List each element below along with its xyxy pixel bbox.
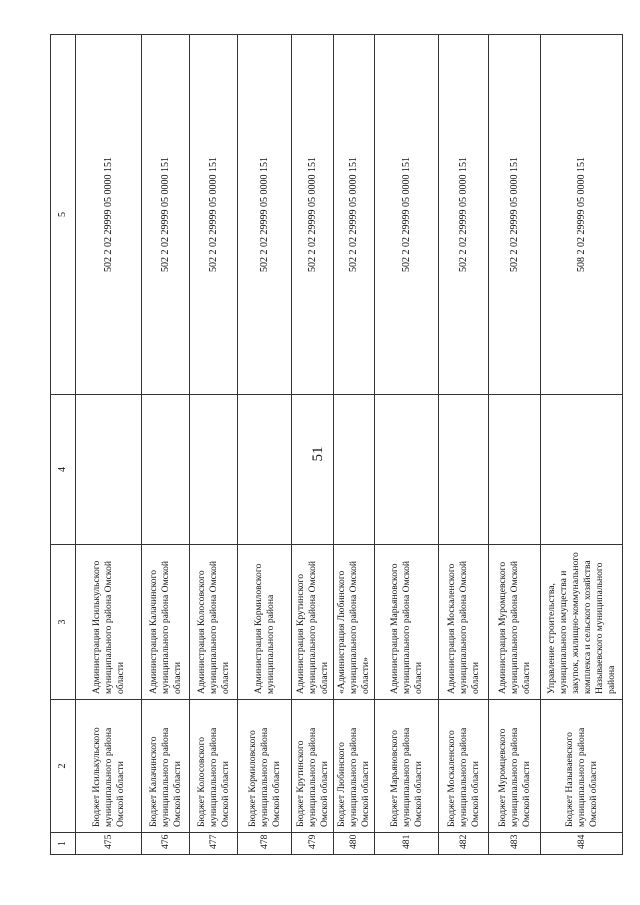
administrator-name: Администрация Исилькульского муниципального района Омской области: [76, 545, 142, 700]
revenue-code: 502 2 02 29999 05 0000 151: [375, 35, 439, 395]
table-row: [76, 35, 142, 855]
column-4-cell: [292, 395, 334, 545]
page-number: 51: [310, 446, 326, 462]
header-cell-4: 4: [51, 395, 76, 545]
budget-name: Бюджет Марьяновского муниципального района Омской области: [375, 700, 439, 833]
budget-name: Бюджет Москаленского муниципального района Омской области: [439, 700, 489, 833]
row-number: 479: [292, 833, 334, 855]
administrator-name: «Администрация Любинского муниципального района Омской области»: [334, 545, 375, 700]
header-cell-1: 1: [51, 833, 76, 855]
column-4-cell: [439, 395, 489, 545]
revenue-code: 502 2 02 29999 05 0000 151: [142, 35, 190, 395]
header-cell-5: 5: [51, 35, 76, 395]
header-cell-3: 3: [51, 545, 76, 700]
budget-name: Бюджет Кормиловского муниципального района Омской области: [238, 700, 292, 833]
row-number: 475: [76, 833, 142, 855]
budget-name: Бюджет Исилькульского муниципального района Омской области: [76, 700, 142, 833]
table-row: [375, 35, 439, 855]
table-row: [489, 35, 541, 855]
revenue-code: 502 2 02 29999 05 0000 151: [238, 35, 292, 395]
header-cell-2: 2: [51, 700, 76, 833]
budget-table: [50, 34, 623, 855]
revenue-code: 502 2 02 29999 05 0000 151: [489, 35, 541, 395]
column-4-cell: [334, 395, 375, 545]
budget-name: Бюджет Называевского муниципального района Омской области: [541, 700, 623, 833]
rotated-table-container: [50, 35, 617, 855]
header-row: [51, 35, 76, 855]
column-4-cell: [142, 395, 190, 545]
row-number: 476: [142, 833, 190, 855]
row-number: 478: [238, 833, 292, 855]
administrator-name: Администрация Колосовского муниципального района Омской области: [190, 545, 238, 700]
table-row: [439, 35, 489, 855]
administrator-name: Администрация Муромцевского муниципального района Омской области: [489, 545, 541, 700]
administrator-name: Администрация Кормиловского муниципального района: [238, 545, 292, 700]
column-4-cell: [489, 395, 541, 545]
table-row: [334, 35, 375, 855]
row-number: 480: [334, 833, 375, 855]
row-number: 477: [190, 833, 238, 855]
budget-name: Бюджет Любинского муниципального района Омской области: [334, 700, 375, 833]
table-row: [541, 35, 623, 855]
revenue-code: 502 2 02 29999 05 0000 151: [190, 35, 238, 395]
row-number: 484: [541, 833, 623, 855]
revenue-code: 502 2 02 29999 05 0000 151: [76, 35, 142, 395]
revenue-code: 502 2 02 29999 05 0000 151: [292, 35, 334, 395]
column-4-cell: [541, 395, 623, 545]
administrator-name: Администрация Крутинского муниципального района Омской области: [292, 545, 334, 700]
table-row: [238, 35, 292, 855]
revenue-code: 502 2 02 29999 05 0000 151: [439, 35, 489, 395]
row-number: 483: [489, 833, 541, 855]
revenue-code: 502 2 02 29999 05 0000 151: [334, 35, 375, 395]
column-4-cell: [375, 395, 439, 545]
table-row: [142, 35, 190, 855]
budget-name: Бюджет Муромцевского муниципального района Омской области: [489, 700, 541, 833]
budget-name: Бюджет Крутинского муниципального района Омской области: [292, 700, 334, 833]
budget-name: Бюджет Колосовского муниципального района Омской области: [190, 700, 238, 833]
budget-name: Бюджет Калачинского муниципального района Омской области: [142, 700, 190, 833]
revenue-code: 508 2 02 29999 05 0000 151: [541, 35, 623, 395]
table-row: [292, 35, 334, 855]
column-4-cell: [76, 395, 142, 545]
row-number: 481: [375, 833, 439, 855]
column-4-cell: [190, 395, 238, 545]
administrator-name: Администрация Марьяновского муниципального района Омской области: [375, 545, 439, 700]
administrator-name: Администрация Москаленского муниципального района Омской области: [439, 545, 489, 700]
row-number: 482: [439, 833, 489, 855]
column-4-cell: [238, 395, 292, 545]
table-row: [190, 35, 238, 855]
administrator-name: Администрация Калачинского муниципального района Омской области: [142, 545, 190, 700]
administrator-name: Управление строительства, муниципального имущества и закупок, жилищно-коммунального комплекса и сельского хозяйства Называевского муниципального района: [541, 545, 623, 700]
